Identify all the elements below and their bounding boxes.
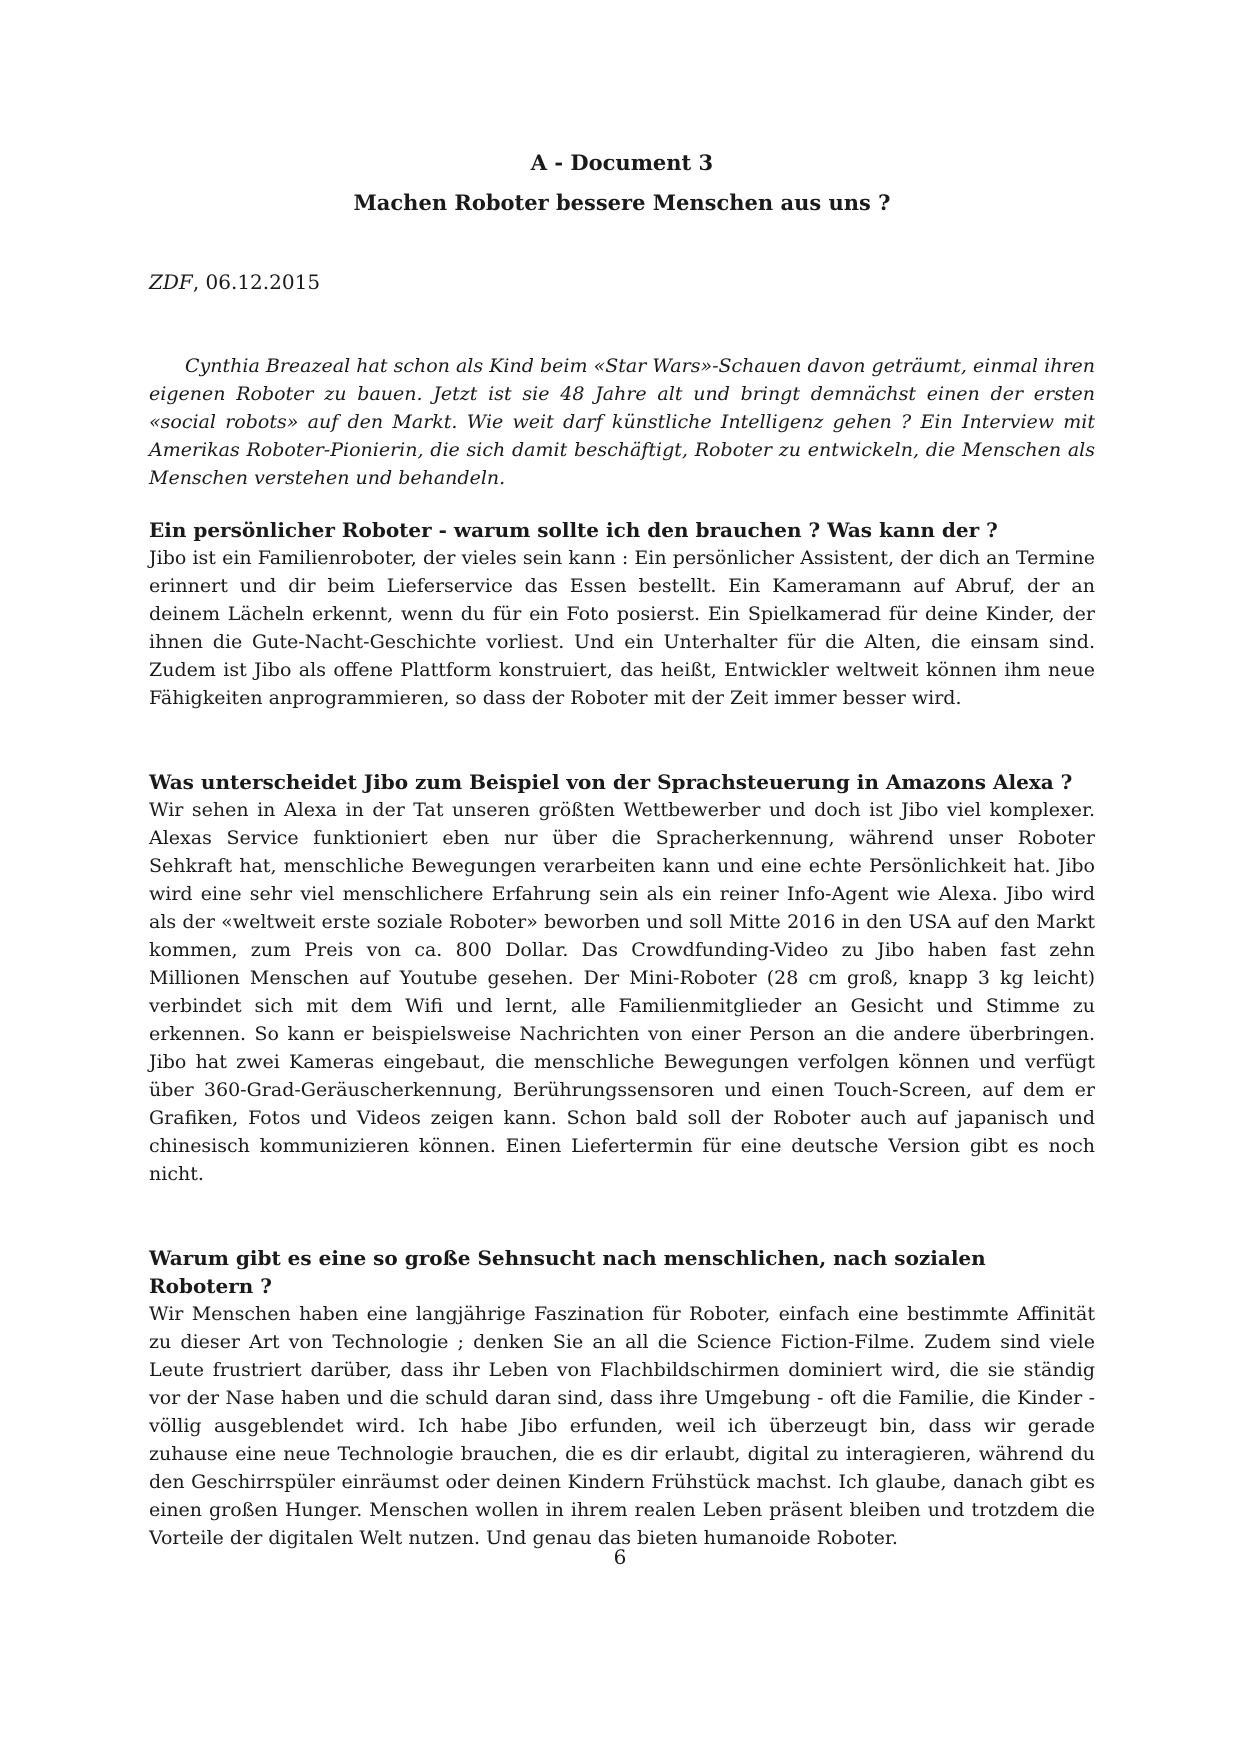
interview-section-3: [149, 1244, 1095, 1552]
document-page: [149, 138, 1095, 1552]
source-line: [149, 268, 1095, 296]
interview-question: Warum gibt es eine so große Sehnsucht nach menschlichen, nach sozialen Robotern ?: [149, 1246, 986, 1298]
document-label: A - Document 3: [530, 150, 714, 175]
page-number: 6: [613, 1545, 627, 1569]
interview-section-1: [149, 516, 1095, 712]
source-date: , 06.12.2015: [192, 270, 321, 294]
document-title: Machen Roboter bessere Menschen aus uns ?: [353, 190, 891, 215]
source-outlet: ZDF: [149, 270, 193, 294]
intro-paragraph: Cynthia Breazeal hat schon als Kind beim «Star Wars»-Schauen davon geträumt, einmal ihren eigenen Roboter zu bauen. Jetzt ist sie 48 Jahre alt und bringt demnächst einen der ersten «social robots» auf den Markt. Wie weit darf künstliche Intelligenz gehen ? Ein Interview mit Amerikas Roboter-Pionierin, die sich damit beschäftigt, Roboter zu entwickeln, die Menschen als Menschen verstehen und behandeln.: [149, 355, 1095, 489]
interview-question: Was unterscheidet Jibo zum Beispiel von der Sprachsteuerung in Amazons Alexa ?: [149, 770, 1073, 794]
interview-section-2: [149, 768, 1095, 1188]
interview-answer: Wir sehen in Alexa in der Tat unseren größten Wettbewerber und doch ist Jibo viel komplexer. Alexas Service funktioniert eben nur über die Spracherkennung, während unser Roboter Sehkraft hat, menschliche Bewegungen verarbeiten kann und eine echte Persönlichkeit hat. Jibo wird eine sehr viel menschlichere Erfahrung sein als ein reiner Info-Agent wie Alexa. Jibo wird als der «weltweit erste soziale Roboter» beworben und soll Mitte 2016 in den USA auf den Markt kommen, zum Preis von ca. 800 Dollar. Das Crowdfunding-Video zu Jibo haben fast zehn Millionen Menschen auf Youtube gesehen. Der Mini-Roboter (28 cm groß, knapp 3 kg leicht) verbindet sich mit dem Wifi und lernt, alle Familienmitglieder an Gesicht und Stimme zu erkennen. So kann er beispielsweise Nachrichten von einer Person an die andere überbringen. Jibo hat zwei Kameras eingebaut, die menschliche Bewegungen verfolgen können und verfügt über 360-Grad-Geräuscherkennung, Berührungssensoren und einen Touch-Screen, auf dem er Grafiken, Fotos und Videos zeigen kann. Schon bald soll der Roboter auch auf japanisch und chinesisch kommunizieren können. Einen Liefertermin für eine deutsche Version gibt es noch nicht.: [149, 799, 1095, 1185]
interview-question: Ein persönlicher Roboter - warum sollte ich den brauchen ? Was kann der ?: [149, 518, 998, 542]
interview-answer: Jibo ist ein Familienroboter, der vieles sein kann : Ein persönlicher Assistent, der dich an Termine erinnert und dir beim Lieferservice das Essen bestellt. Ein Kameramann auf Abruf, der an deinem Lächeln erkennt, wenn du für ein Foto posierst. Ein Spielkamerad für deine Kinder, der ihnen die Gute-Nacht-Geschichte vorliest. Und ein Unterhalter für die Alten, die einsam sind. Zudem ist Jibo als offene Plattform konstruiert, das heißt, Entwickler weltweit können ihm neue Fähigkeiten anprogrammieren, so dass der Roboter mit der Zeit immer besser wird.: [149, 547, 1095, 709]
interview-answer: Wir Menschen haben eine langjährige Faszination für Roboter, einfach eine bestimmte Affinität zu dieser Art von Technologie ; denken Sie an all die Science Fiction-Filme. Zudem sind viele Leute frustriert darüber, dass ihr Leben von Flachbildschirmen dominiert wird, die sie ständig vor der Nase haben und die schuld daran sind, dass ihre Umgebung - oft die Familie, die Kinder - völlig ausgeblendet wird. Ich habe Jibo erfunden, weil ich überzeugt bin, dass wir gerade zuhause eine neue Technologie brauchen, die es dir erlaubt, digital zu interagieren, während du den Geschirrspüler einräumst oder deinen Kindern Frühstück machst. Ich glaube, danach gibt es einen großen Hunger. Menschen wollen in ihrem realen Leben präsent bleiben und trotzdem die Vorteile der digitalen Welt nutzen. Und genau das bieten humanoide Roboter.: [149, 1303, 1095, 1549]
